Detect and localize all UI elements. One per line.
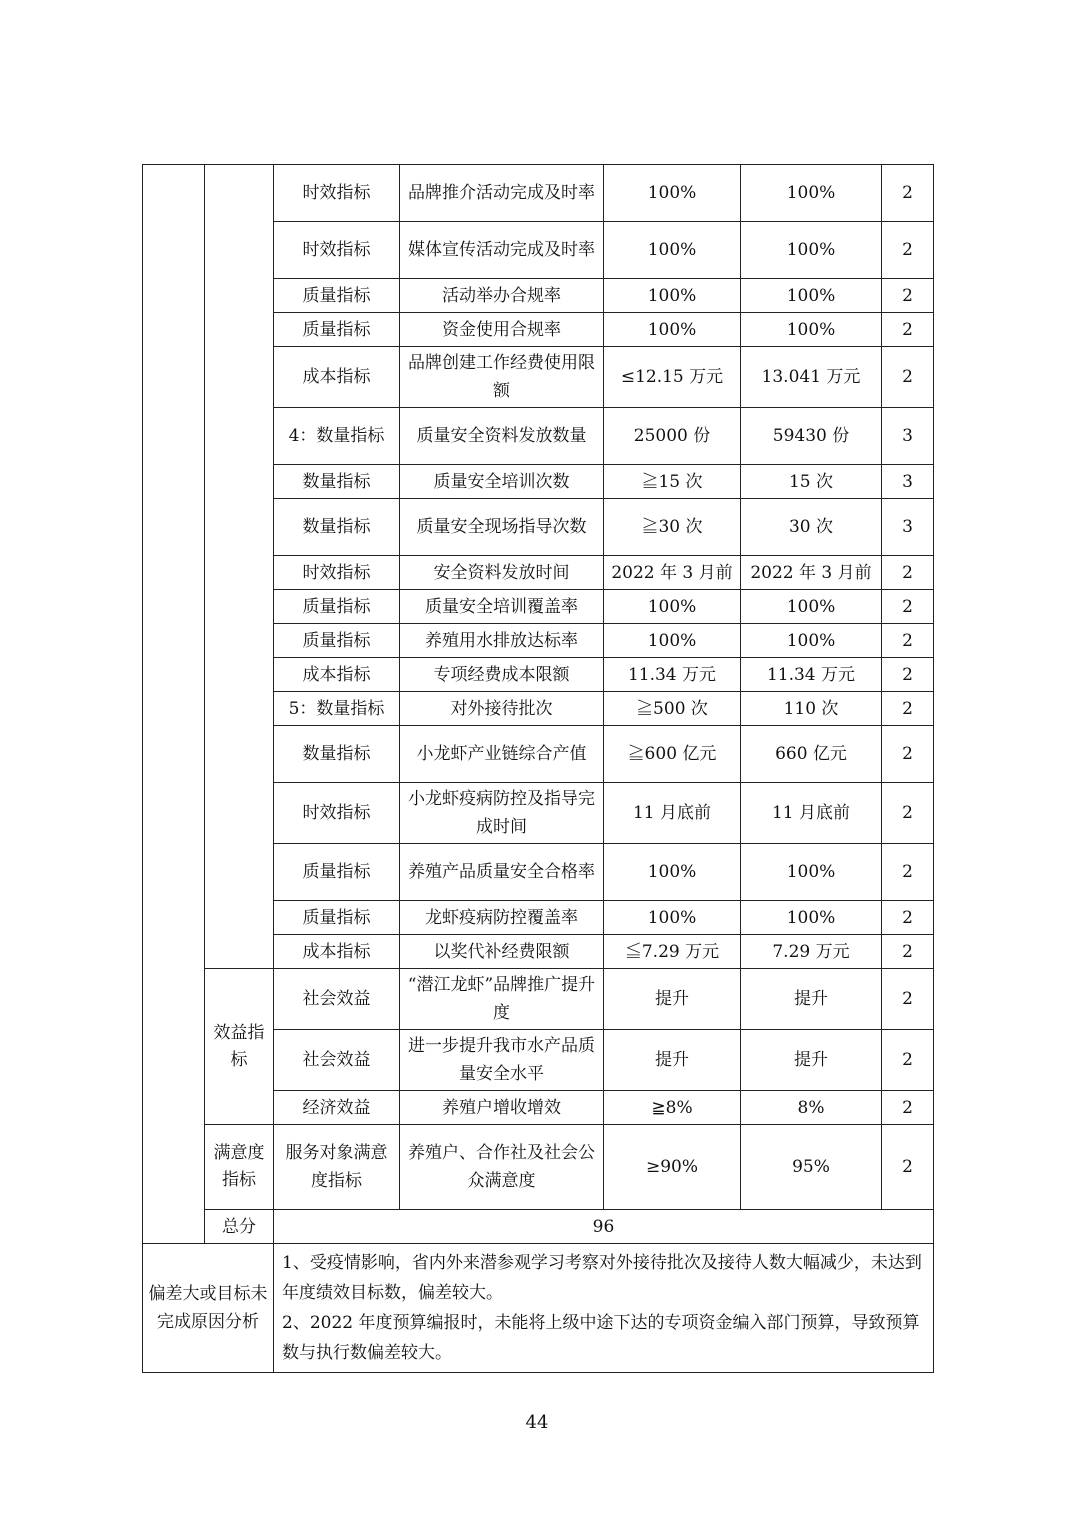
actual-value: 15 次 [741,465,882,499]
indicator-type: 数量指标 [274,726,400,783]
target-value: ≧500 次 [604,692,741,726]
indicator-type: 质量指标 [274,624,400,658]
target-value: ≥90% [604,1125,741,1210]
score-value: 2 [882,624,934,658]
score-value: 2 [882,1091,934,1125]
target-value: 100% [604,624,741,658]
indicator-name: “潜江龙虾”品牌推广提升度 [400,969,604,1030]
target-value: ≧8% [604,1091,741,1125]
indicator-type: 数量指标 [274,499,400,556]
actual-value: 100% [741,279,882,313]
indicator-name: 品牌推介活动完成及时率 [400,165,604,222]
target-value: 25000 份 [604,408,741,465]
indicator-type: 数量指标 [274,465,400,499]
score-value: 2 [882,658,934,692]
score-value: 2 [882,1125,934,1210]
score-value: 3 [882,408,934,465]
target-value: 100% [604,844,741,901]
indicator-type: 质量指标 [274,590,400,624]
table-row [143,969,934,1030]
target-value: 11 月底前 [604,783,741,844]
table-row [143,165,934,222]
actual-value: 100% [741,313,882,347]
indicator-name: 养殖产品质量安全合格率 [400,844,604,901]
actual-value: 100% [741,624,882,658]
actual-value: 100% [741,901,882,935]
actual-value: 8% [741,1091,882,1125]
indicator-type: 质量指标 [274,844,400,901]
page-number: 44 [525,1412,549,1433]
indicator-name: 质量安全资料发放数量 [400,408,604,465]
indicator-type: 成本指标 [274,935,400,969]
target-value: ≦7.29 万元 [604,935,741,969]
satisfaction-category-cell: 满意度指标 [205,1125,274,1210]
indicator-type: 时效指标 [274,556,400,590]
target-value: ≧30 次 [604,499,741,556]
reason-row [143,1244,934,1373]
score-value: 2 [882,844,934,901]
target-value: 11.34 万元 [604,658,741,692]
indicator-type: 社会效益 [274,969,400,1030]
indicator-type: 社会效益 [274,1030,400,1091]
indicator-type: 经济效益 [274,1091,400,1125]
score-value: 2 [882,347,934,408]
reason-item-2: 2、2022 年度预算编报时，未能将上级中途下达的专项资金编入部门预算，导致预算数与执行数偏差较大。 [282,1313,920,1363]
target-value: ≧15 次 [604,465,741,499]
actual-value: 100% [741,222,882,279]
blank-cell [205,165,274,969]
indicator-type: 成本指标 [274,347,400,408]
target-value: 提升 [604,1030,741,1091]
indicator-name: 以奖代补经费限额 [400,935,604,969]
actual-value: 110 次 [741,692,882,726]
target-value: ≤12.15 万元 [604,347,741,408]
total-label: 总分 [205,1210,274,1244]
indicator-name: 资金使用合规率 [400,313,604,347]
indicator-type: 时效指标 [274,165,400,222]
score-value: 2 [882,590,934,624]
actual-value: 100% [741,165,882,222]
indicator-type: 质量指标 [274,901,400,935]
score-value: 3 [882,499,934,556]
indicator-name: 质量安全培训覆盖率 [400,590,604,624]
actual-value: 30 次 [741,499,882,556]
indicator-name: 小龙虾疫病防控及指导完成时间 [400,783,604,844]
actual-value: 59430 份 [741,408,882,465]
score-value: 2 [882,783,934,844]
actual-value: 100% [741,590,882,624]
target-value: 100% [604,279,741,313]
target-value: 100% [604,313,741,347]
indicator-name: 养殖户、合作社及社会公众满意度 [400,1125,604,1210]
indicator-type: 服务对象满意度指标 [274,1125,400,1210]
target-value: ≧600 亿元 [604,726,741,783]
score-value: 2 [882,901,934,935]
target-value: 2022 年 3 月前 [604,556,741,590]
indicator-name: 质量安全培训次数 [400,465,604,499]
indicator-type: 5：数量指标 [274,692,400,726]
performance-table [142,164,934,1373]
score-value: 2 [882,165,934,222]
indicator-name: 小龙虾产业链综合产值 [400,726,604,783]
score-value: 2 [882,313,934,347]
reason-item-1: 1、受疫情影响，省内外来潜参观学习考察对外接待批次及接待人数大幅减少，未达到年度绩效目标数，偏差较大。 [282,1253,922,1303]
reason-label: 偏差大或目标未完成原因分析 [143,1244,274,1373]
indicator-name: 龙虾疫病防控覆盖率 [400,901,604,935]
indicator-type: 质量指标 [274,279,400,313]
indicator-name: 媒体宣传活动完成及时率 [400,222,604,279]
indicator-type: 成本指标 [274,658,400,692]
actual-value: 提升 [741,1030,882,1091]
actual-value: 100% [741,844,882,901]
score-value: 2 [882,935,934,969]
score-value: 2 [882,1030,934,1091]
indicator-name: 养殖用水排放达标率 [400,624,604,658]
indicator-name: 专项经费成本限额 [400,658,604,692]
actual-value: 11.34 万元 [741,658,882,692]
indicator-type: 时效指标 [274,222,400,279]
benefit-category-cell: 效益指标 [205,969,274,1125]
indicator-type: 质量指标 [274,313,400,347]
target-value: 100% [604,165,741,222]
indicator-name: 品牌创建工作经费使用限额 [400,347,604,408]
target-value: 100% [604,901,741,935]
indicator-name: 进一步提升我市水产品质量安全水平 [400,1030,604,1091]
target-value: 100% [604,590,741,624]
total-value: 96 [274,1210,934,1244]
target-value: 100% [604,222,741,279]
score-value: 3 [882,465,934,499]
indicator-name: 养殖户增收增效 [400,1091,604,1125]
score-value: 2 [882,969,934,1030]
reason-text [274,1244,934,1373]
table-body [143,165,934,1373]
score-value: 2 [882,726,934,783]
actual-value: 13.041 万元 [741,347,882,408]
actual-value: 7.29 万元 [741,935,882,969]
actual-value: 2022 年 3 月前 [741,556,882,590]
score-value: 2 [882,692,934,726]
blank-cell [143,165,205,1244]
actual-value: 660 亿元 [741,726,882,783]
actual-value: 11 月底前 [741,783,882,844]
indicator-type: 时效指标 [274,783,400,844]
table-row [143,1125,934,1210]
indicator-name: 安全资料发放时间 [400,556,604,590]
actual-value: 95% [741,1125,882,1210]
actual-value: 提升 [741,969,882,1030]
indicator-name: 质量安全现场指导次数 [400,499,604,556]
score-value: 2 [882,222,934,279]
score-value: 2 [882,556,934,590]
total-row [143,1210,934,1244]
score-value: 2 [882,279,934,313]
target-value: 提升 [604,969,741,1030]
indicator-name: 对外接待批次 [400,692,604,726]
indicator-name: 活动举办合规率 [400,279,604,313]
indicator-type: 4：数量指标 [274,408,400,465]
